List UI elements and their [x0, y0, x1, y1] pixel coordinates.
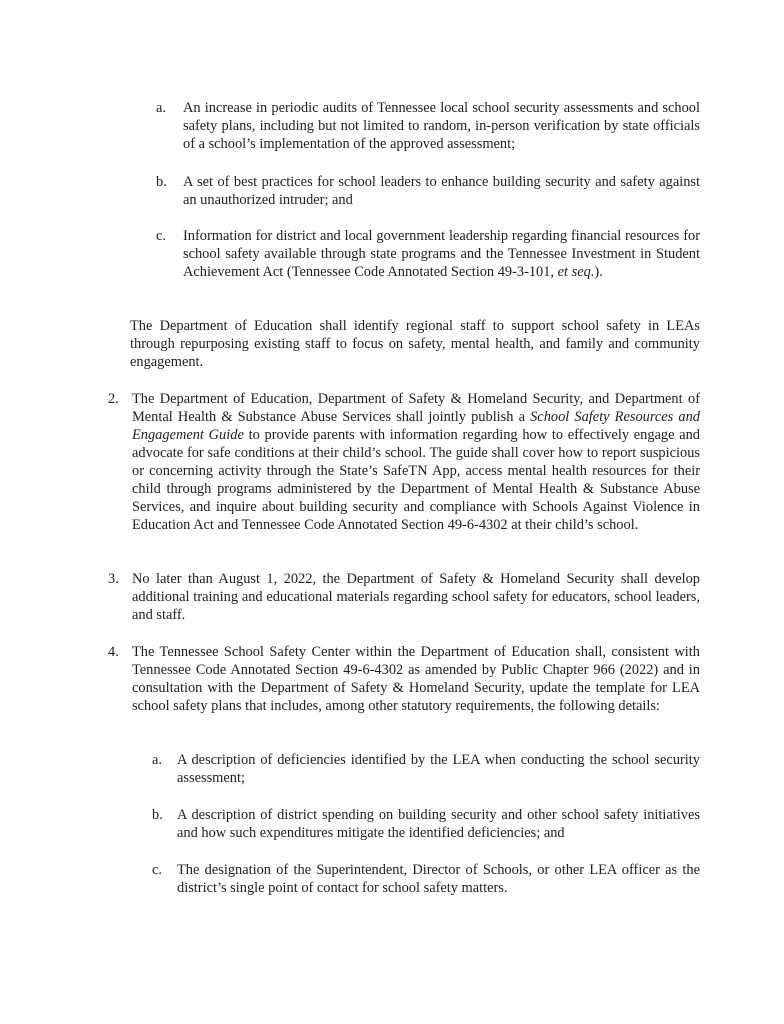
sub-item-a-bottom — [152, 751, 700, 787]
numbered-item-3 — [108, 570, 700, 624]
numbered-item-text: No later than August 1, 2022, the Department of Safety & Homeland Security shall develop additional training and educational materials regarding school safety for educators, school leaders, and staff. — [132, 571, 700, 623]
paragraph-regional-staff: The Department of Education shall identify regional staff to support school safety in LEAs through repurposing existing staff to focus on safety, mental health, and family and community engagement. — [130, 318, 700, 370]
sub-item-text — [183, 227, 700, 281]
text-segment: The Department of Education, Department of Safety & Homeland Security, and Department of Mental Health & Substance Abuse Services shall jointly publish a — [132, 391, 700, 425]
italic-text: et seq. — [557, 264, 595, 280]
list-marker: 4. — [108, 644, 119, 660]
list-marker: 2. — [108, 391, 119, 407]
list-marker: c. — [152, 862, 162, 878]
numbered-item-text: The Tennessee School Safety Center within the Department of Education shall, consistent with Tennessee Code Annotated Section 49-6-4302 as amended by Public Chapter 966 (2022) and in consultation with the Department of Safety & Homeland Security, update the template for LEA school safety plans that includes, among other statutory requirements, the following details: — [132, 644, 700, 714]
sub-item-a-top — [156, 99, 700, 153]
sub-item-b-bottom — [152, 806, 700, 842]
sub-item-text: A description of district spending on building security and other school safety initiatives and how such expenditures mitigate the identified deficiencies; and — [177, 807, 700, 841]
sub-item-text: The designation of the Superintendent, Director of Schools, or other LEA officer as the district’s single point of contact for school safety matters. — [177, 862, 700, 896]
sub-item-text: An increase in periodic audits of Tennessee local school security assessments and school safety plans, including but not limited to random, in-person verification by state officials of a school’s implementation of the approved assessment; — [183, 100, 700, 152]
sub-item-c-bottom — [152, 861, 700, 897]
numbered-item-4 — [108, 643, 700, 715]
list-marker: b. — [152, 807, 163, 823]
list-marker: c. — [156, 228, 166, 244]
text-segment: ). — [594, 264, 603, 280]
sub-item-c-top — [156, 227, 700, 281]
list-marker: 3. — [108, 571, 119, 587]
numbered-item-2 — [108, 390, 700, 534]
sub-item-b-top — [156, 173, 700, 209]
list-marker: b. — [156, 174, 167, 190]
text-segment: Information for district and local government leadership regarding financial resources for school safety available through state programs and the Tennessee Investment in Student Achievement Act (Tennessee Code Annotated Section 49-3-101, — [183, 228, 700, 280]
sub-item-text: A set of best practices for school leaders to enhance building security and safety against an unauthorized intruder; and — [183, 174, 700, 208]
list-marker: a. — [156, 100, 166, 116]
sub-item-text: A description of deficiencies identified by the LEA when conducting the school security assessment; — [177, 752, 700, 786]
list-marker: a. — [152, 752, 162, 768]
text-segment: to provide parents with information regarding how to effectively engage and advocate for safe conditions at their child’s school. The guide shall cover how to report suspicious or concerning activity through the State’s SafeTN App, access mental health resources for their child through programs administered by the Department of Mental Health & Substance Abuse Services, and inquire about building security and compliance with Schools Against Violence in Education Act and Tennessee Code Annotated Section 49-6-4302 at their child’s school. — [132, 427, 700, 533]
italic-text: School Safety Resources and Engagement Guide — [132, 409, 700, 443]
numbered-item-text — [132, 390, 700, 534]
